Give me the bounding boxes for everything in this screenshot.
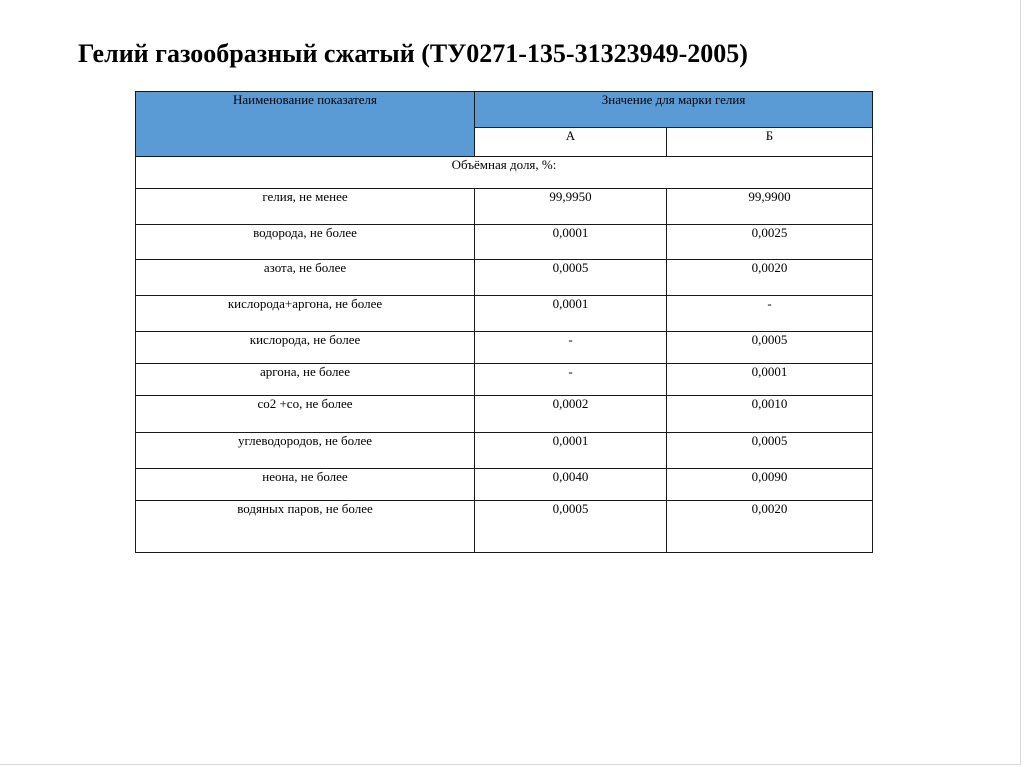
grade-b-value: 0,0005 xyxy=(667,332,873,364)
grade-a-value: 0,0005 xyxy=(475,260,667,296)
grade-b-value: 0,0010 xyxy=(667,396,873,433)
table-row xyxy=(136,396,873,433)
table-row xyxy=(136,225,873,260)
grade-b-value: 99,9900 xyxy=(667,189,873,225)
grade-a-value: 0,0005 xyxy=(475,501,667,553)
helium-spec-table xyxy=(135,91,873,553)
table-row xyxy=(136,433,873,469)
parameter-name: гелия, не менее xyxy=(136,189,475,225)
table-row xyxy=(136,469,873,501)
slide-title: Гелий газообразный сжатый (ТУ0271-135-31323949-2005) xyxy=(78,39,748,68)
grade-b-value: 0,0001 xyxy=(667,364,873,396)
grade-a-value: - xyxy=(475,332,667,364)
table-row xyxy=(136,332,873,364)
grade-a-value: - xyxy=(475,364,667,396)
parameter-name: со2 +со, не более xyxy=(136,396,475,433)
group-label: Объёмная доля, %: xyxy=(136,157,873,189)
parameter-name: кислорода+аргона, не более xyxy=(136,296,475,332)
parameter-name: водорода, не более xyxy=(136,225,475,260)
grade-a-value: 0,0002 xyxy=(475,396,667,433)
grade-b-value: 0,0020 xyxy=(667,260,873,296)
grade-b-value: 0,0090 xyxy=(667,469,873,501)
grade-b-value: 0,0005 xyxy=(667,433,873,469)
grade-a-value: 0,0001 xyxy=(475,433,667,469)
grade-b-value: 0,0025 xyxy=(667,225,873,260)
grade-b-value: - xyxy=(667,296,873,332)
grade-a-value: 99,9950 xyxy=(475,189,667,225)
table-row xyxy=(136,364,873,396)
column-header-grade-a: А xyxy=(475,128,667,157)
grade-b-value: 0,0020 xyxy=(667,501,873,553)
table-row xyxy=(136,189,873,225)
table-row xyxy=(136,296,873,332)
grade-a-value: 0,0001 xyxy=(475,296,667,332)
parameter-name: углеводородов, не более xyxy=(136,433,475,469)
parameter-name: водяных паров, не более xyxy=(136,501,475,553)
grade-a-value: 0,0040 xyxy=(475,469,667,501)
column-header-parameter: Наименование показателя xyxy=(136,92,475,157)
grade-a-value: 0,0001 xyxy=(475,225,667,260)
table-row xyxy=(136,260,873,296)
parameter-name: азота, не более xyxy=(136,260,475,296)
parameter-name: неона, не более xyxy=(136,469,475,501)
column-header-grade-b: Б xyxy=(667,128,873,157)
parameter-name: кислорода, не более xyxy=(136,332,475,364)
parameter-name: аргона, не более xyxy=(136,364,475,396)
table-row xyxy=(136,501,873,553)
column-header-grade-value: Значение для марки гелия xyxy=(475,92,873,128)
